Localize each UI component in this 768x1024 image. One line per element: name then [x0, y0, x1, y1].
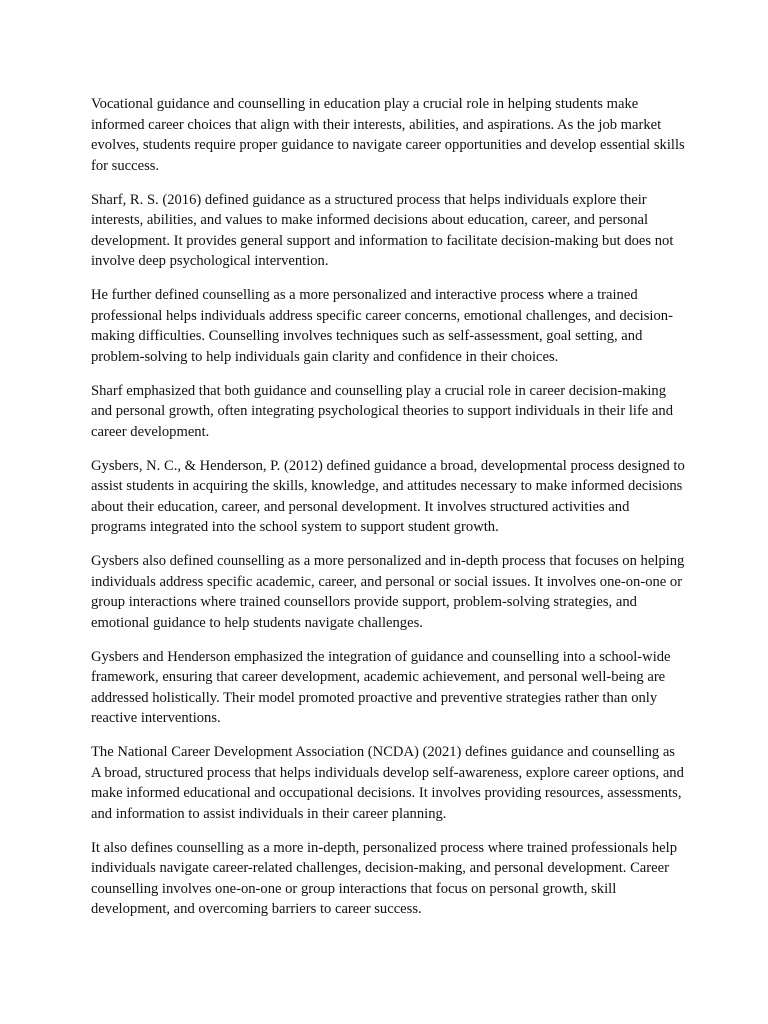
paragraph-intro: Vocational guidance and counselling in education play a crucial role in helping students make informed career choices that align with their interests, abilities, and aspirations. As the job market evolves, students require proper guidance to navigate career opportunities and develop essential skills for success.	[91, 96, 685, 174]
paragraph-sharf-guidance: Sharf, R. S. (2016) defined guidance as a structured process that helps individuals explore their interests, abilities, and values to make informed decisions about education, career, and personal development. It provides general support and information to facilitate decision-making but does not involve deep psychological intervention.	[91, 191, 674, 269]
paragraph-gysbers-counselling: Gysbers also defined counselling as a more personalized and in-depth process that focuses on helping individuals address specific academic, career, and personal or social issues. It involves one-on-one or group interactions where trained counsellors provide support, problem-solving strategies, and emotional guidance to help students navigate challenges.	[91, 553, 685, 631]
document-body	[91, 94, 685, 933]
paragraph-ncda-counselling: It also defines counselling as a more in-depth, personalized process where trained professionals help individuals navigate career-related challenges, decision-making, and personal development. Career counselling involves one-on-one or group interactions that focus on personal growth, skill development, and overcoming barriers to career success.	[91, 839, 677, 917]
paragraph-ncda-guidance: The National Career Development Association (NCDA) (2021) defines guidance and counselling as A broad, structured process that helps individuals develop self-awareness, explore career options, and make informed educational and occupational decisions. It involves providing resources, assessments, and information to assist individuals in their career planning.	[91, 744, 684, 822]
paragraph-gysbers-henderson-emphasis: Gysbers and Henderson emphasized the integration of guidance and counselling into a school-wide framework, ensuring that career development, academic achievement, and personal well-being are addressed holistically. Their model promoted proactive and preventive strategies rather than only reactive interventions.	[91, 648, 671, 726]
paragraph-sharf-counselling: He further defined counselling as a more personalized and interactive process where a trained professional helps individuals address specific career concerns, emotional challenges, and decision-making difficulties. Counselling involves techniques such as self-assessment, goal setting, and problem-solving to help individuals gain clarity and confidence in their choices.	[91, 287, 673, 365]
paragraph-gysbers-guidance: Gysbers, N. C., & Henderson, P. (2012) defined guidance a broad, developmental process designed to assist students in acquiring the skills, knowledge, and attitudes necessary to make informed decisions about their education, career, and personal development. It involves structured activities and programs integrated into the school system to support student growth.	[91, 457, 685, 535]
paragraph-sharf-emphasis: Sharf emphasized that both guidance and counselling play a crucial role in career decision-making and personal growth, often integrating psychological theories to support individuals in their life and career development.	[91, 382, 673, 440]
